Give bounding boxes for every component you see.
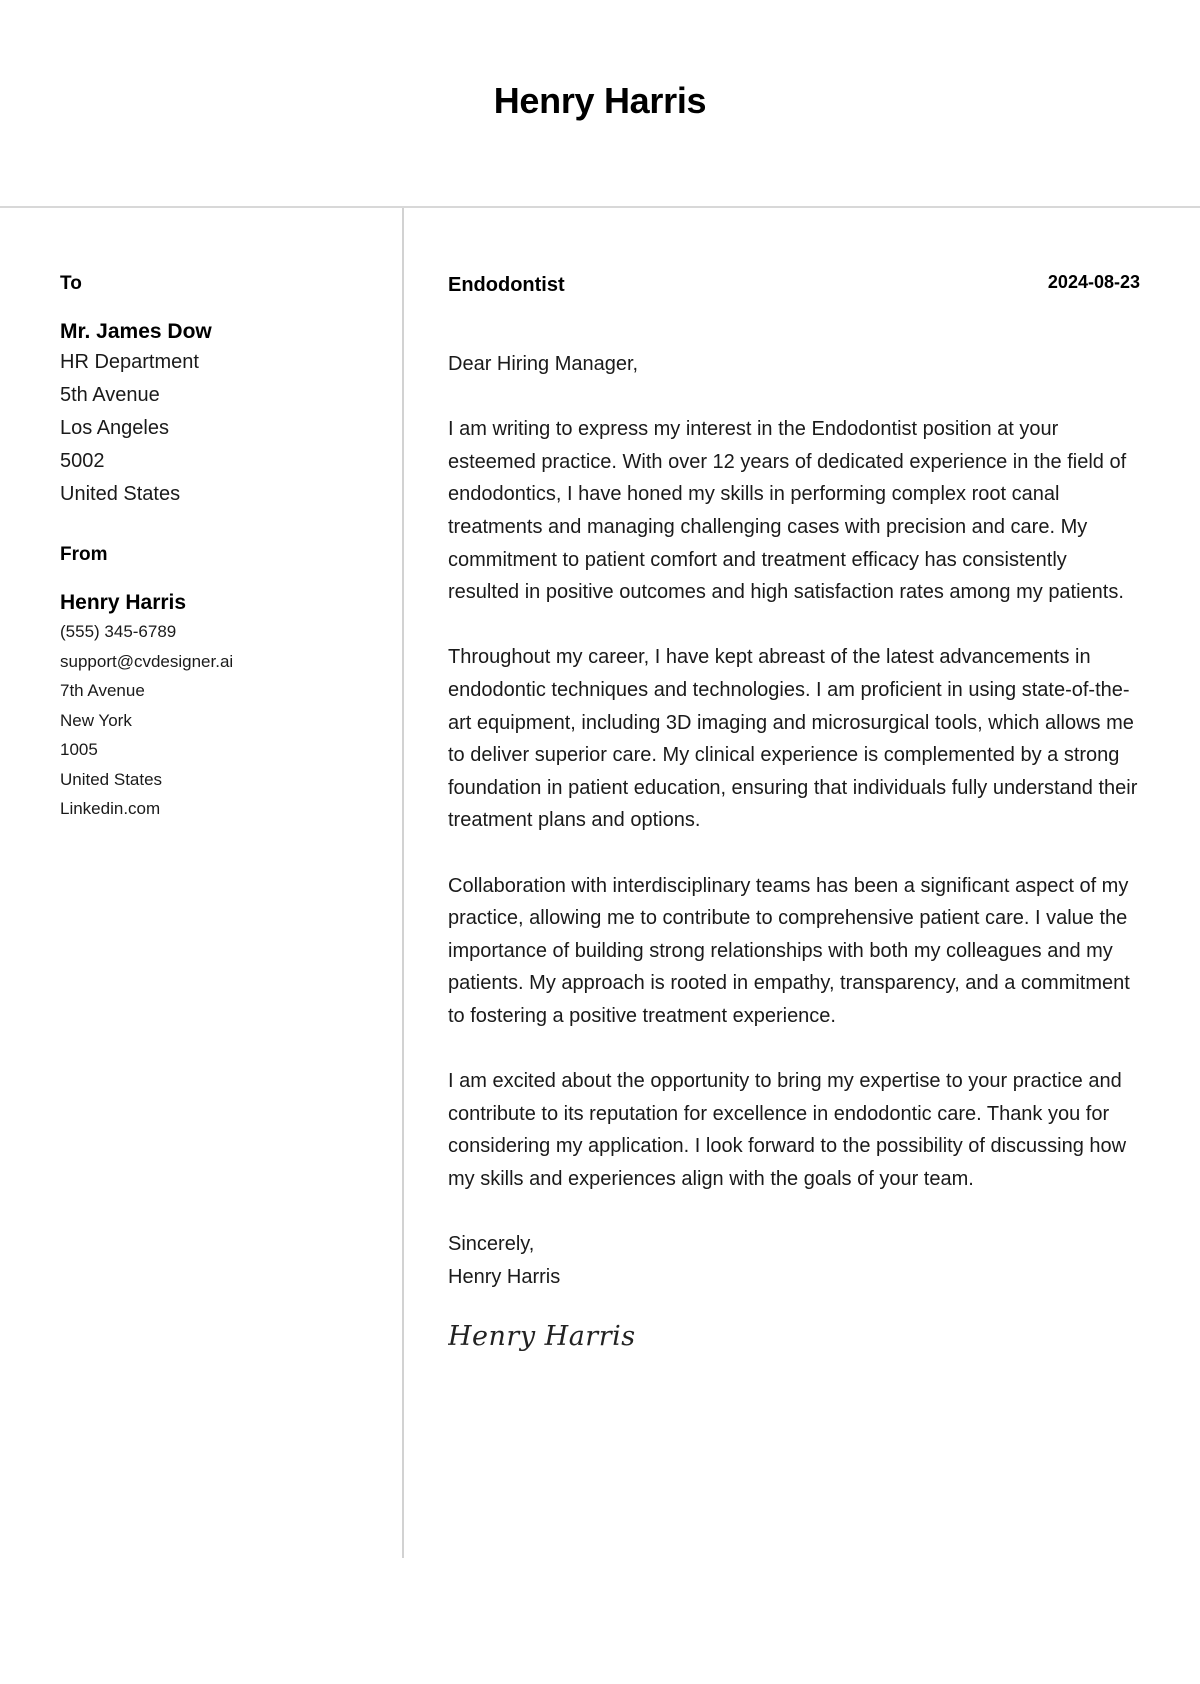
signature-text: Henry Harris (448, 1321, 636, 1353)
recipient-name: Mr. James Dow (60, 320, 212, 343)
letter-paragraph: Throughout my career, I have kept abreast of the latest advancements in endodontic techniques and technologies. I am proficient in using state-of-the-art equipment, including 3D imaging and microsurgical tools, which allows me to deliver superior care. My clinical experience is complemented by a strong foundation in patient education, ensuring that individuals fully understand their treatment plans and options. (448, 646, 1138, 832)
letter-paragraph: Collaboration with interdisciplinary teams has been a significant aspect of my practice, allowing me to contribute to comprehensive patient care. I value the importance of building strong relationships with both my colleagues and my patients. My approach is rooted in empathy, transparency, and a commitment to fostering a positive treatment experience. (448, 874, 1130, 1027)
letter-body (448, 272, 1140, 1371)
sender-zip: 1005 (60, 740, 98, 759)
sender-email: support@cvdesigner.ai (60, 651, 234, 671)
sender-country: United States (60, 769, 163, 789)
page-header (0, 0, 1200, 208)
job-title: Endodontist (448, 274, 565, 296)
letter-paragraph: I am excited about the opportunity to bring my expertise to your practice and contribute to its reputation for excellence in endodontic care. Thank you for considering my application. I look forward to the possibility of discussing how my skills and experiences align with the goals of your team. (448, 1070, 1127, 1190)
recipient-block (60, 272, 380, 511)
letter-date: 2024-08-23 (1047, 272, 1140, 292)
sender-name: Henry Harris (60, 591, 187, 614)
closing: Sincerely, (448, 1233, 535, 1256)
sender-phone: (555) 345-6789 (60, 622, 177, 641)
letter-text (448, 348, 1140, 1293)
signature (448, 1311, 1140, 1371)
signature-image (448, 1311, 668, 1367)
sidebar (60, 272, 380, 824)
sender-linkedin: Linkedin.com (60, 799, 161, 818)
header-name: Henry Harris (493, 80, 707, 121)
salutation: Dear Hiring Manager, (448, 353, 639, 375)
sender-heading: From (60, 544, 108, 565)
recipient-line: United States (60, 483, 181, 505)
recipient-line: 5th Avenue (60, 384, 160, 406)
letter-top-row (448, 272, 1140, 302)
sender-city: New York (60, 710, 132, 730)
letter-paragraph: I am writing to express my interest in the Endodontist position at your esteemed practice. With over 12 years of dedicated experience in the field of endodontics, I have honed my skills in performing complex root canal treatments and managing challenging cases with precision and care. My commitment to patient comfort and treatment efficacy has consistently resulted in positive outcomes and high satisfaction rates among my patients. (448, 418, 1127, 604)
recipient-address (60, 346, 380, 511)
closing-name: Henry Harris (448, 1265, 561, 1288)
recipient-line: Los Angeles (60, 417, 169, 439)
sender-contact (60, 617, 380, 824)
closing-block (448, 1228, 1140, 1293)
sender-street: 7th Avenue (60, 681, 145, 700)
recipient-line: 5002 (60, 450, 105, 472)
recipient-heading: To (60, 273, 82, 294)
sender-block (60, 543, 380, 824)
recipient-line: HR Department (60, 351, 199, 373)
column-divider (402, 208, 404, 1558)
